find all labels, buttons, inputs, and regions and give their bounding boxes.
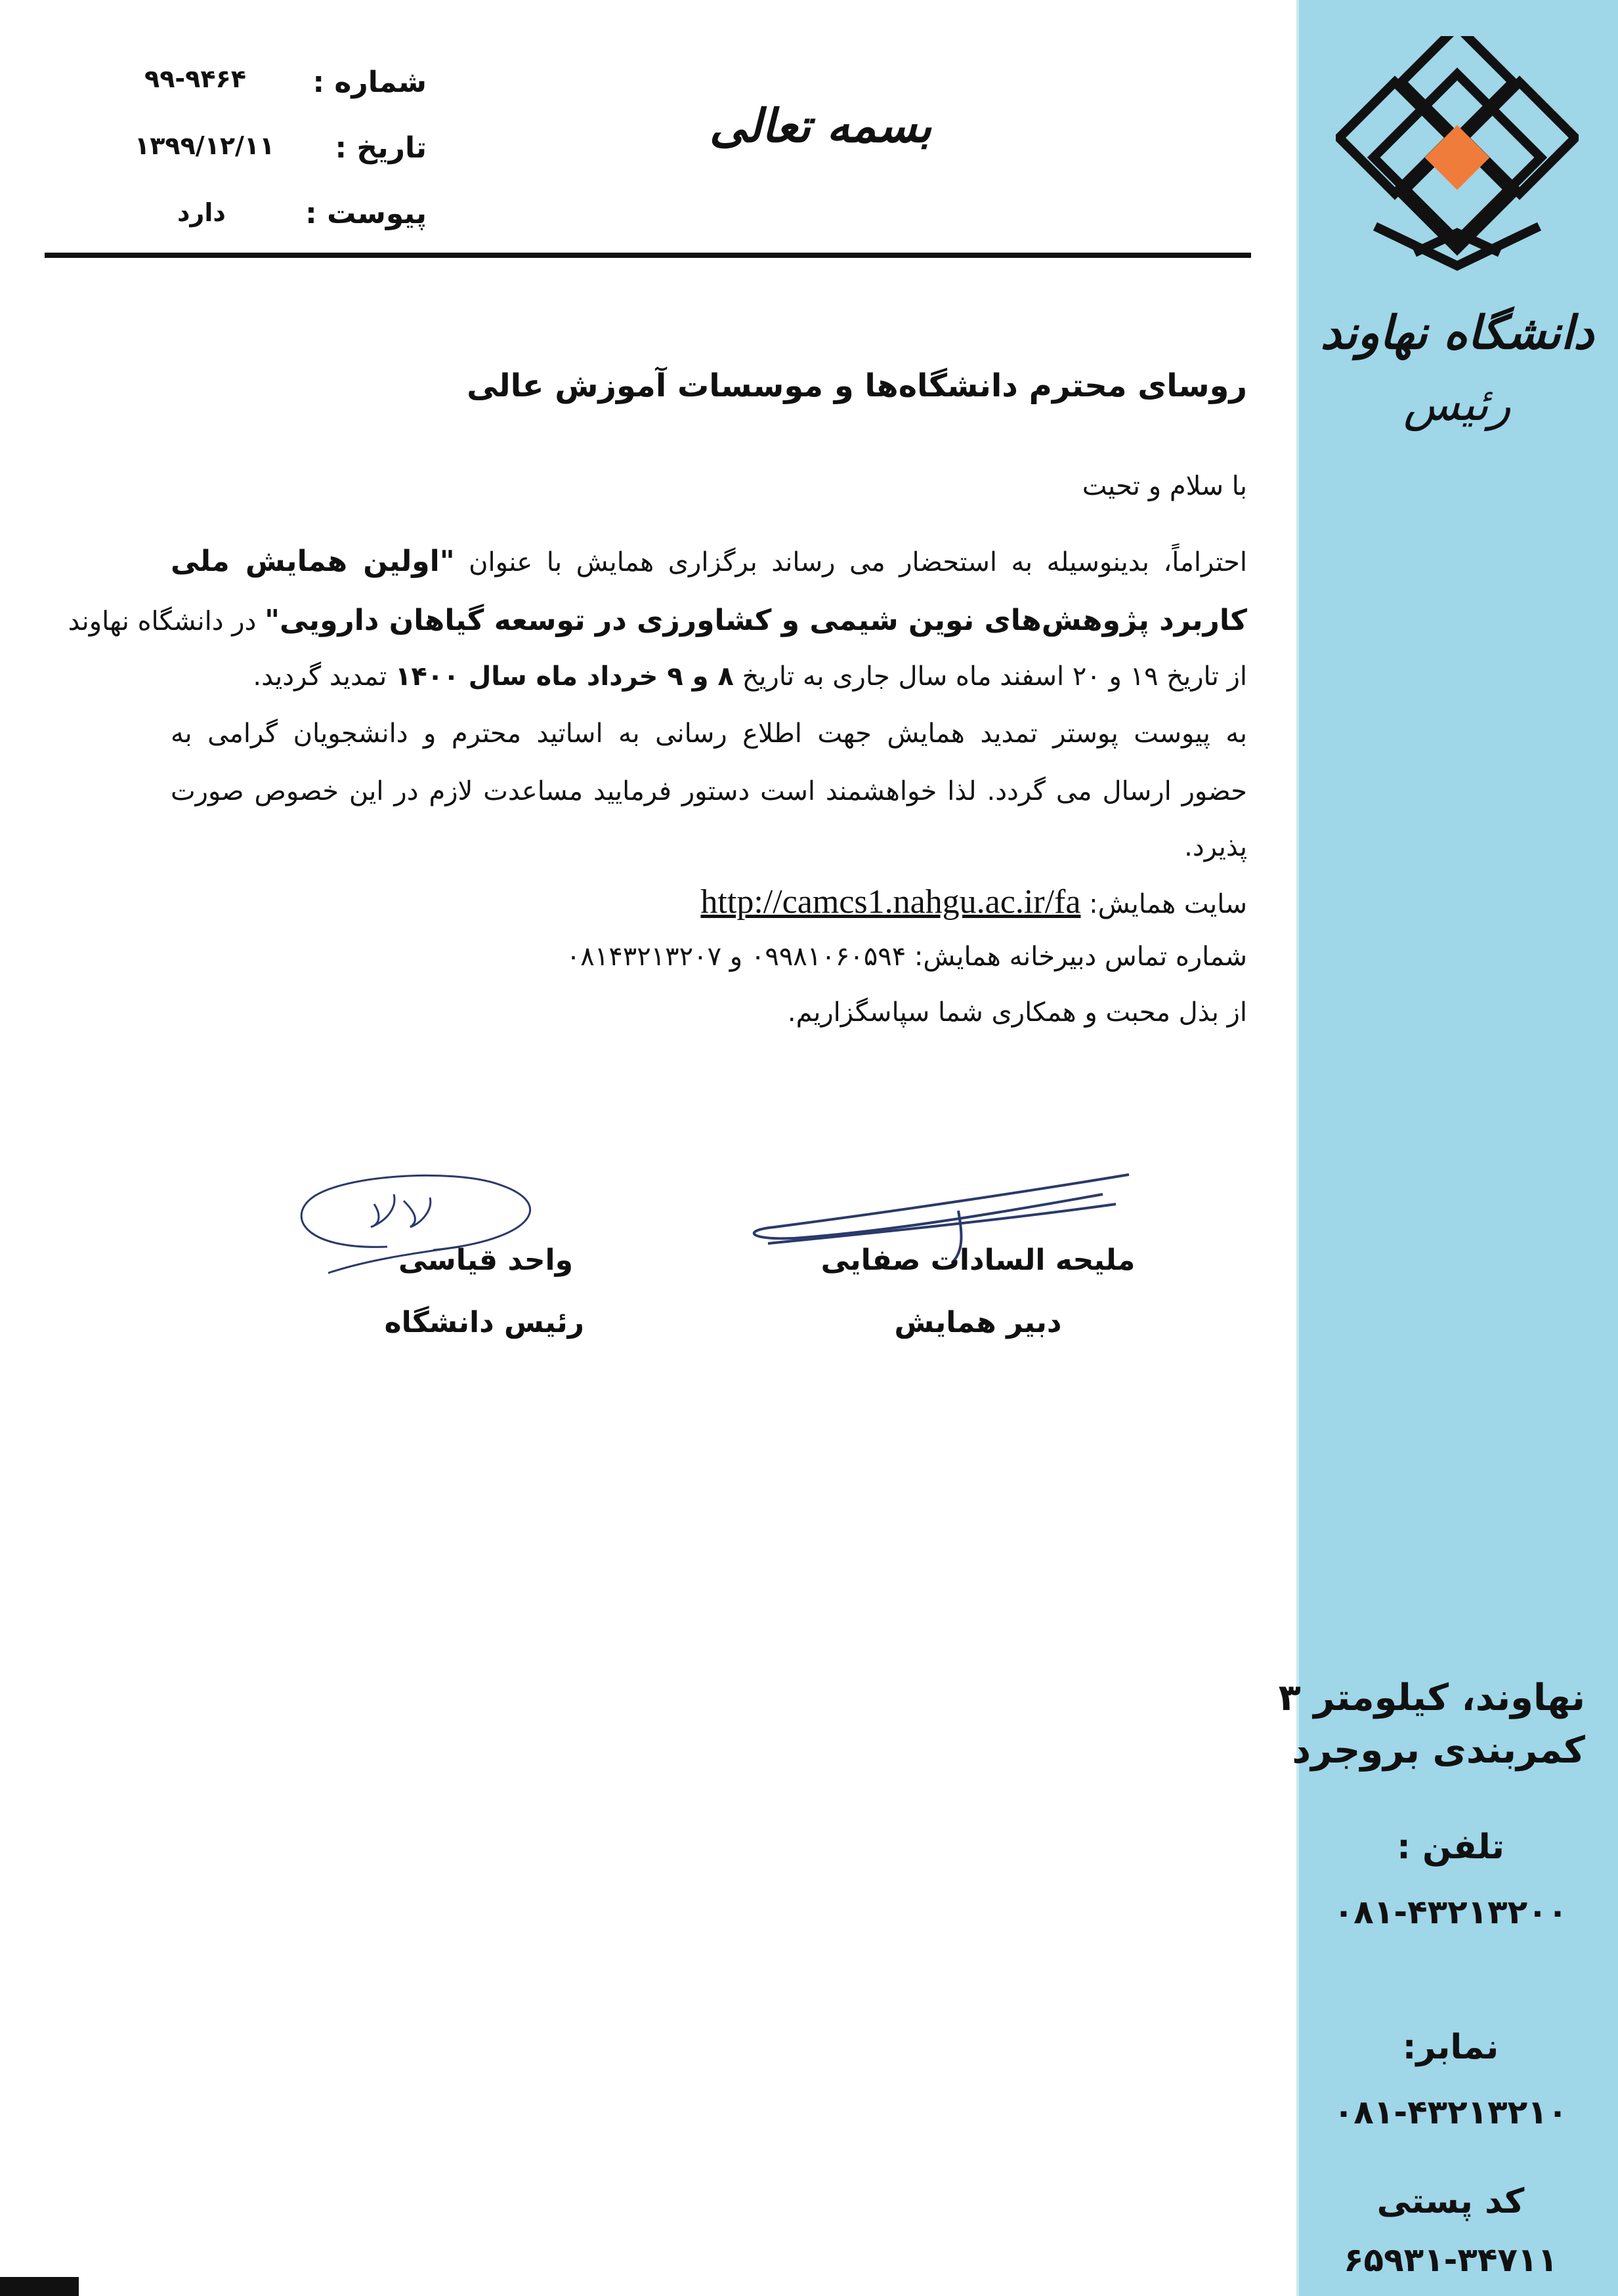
paragraph-2-line-2: حضور ارسال می گردد. لذا خواهشمند است دستور فرمایید مساعدت لازم در این خصوص صورت — [171, 776, 1247, 806]
date-label: تاریخ : — [335, 131, 427, 165]
right-signatory-title: دبیر همایش — [894, 1306, 1062, 1339]
corner-watermark — [0, 2277, 79, 2296]
date-value: ۱۳۹۹/۱۲/۱۱ — [135, 131, 275, 160]
closing-line: از بذل محبت و همکاری شما سپاسگزاریم. — [787, 997, 1247, 1028]
attachment-value: دارد — [177, 198, 226, 227]
fax-label: نمابر: — [1402, 2028, 1499, 2067]
header-divider — [45, 253, 1251, 258]
fax-value: ۰۸۱-۴۳۲۱۳۲۱۰ — [1333, 2093, 1568, 2131]
phone-value: ۰۸۱-۴۳۲۱۳۲۰۰ — [1333, 1893, 1568, 1931]
contact-line: شماره تماس دبیرخانه همایش: ۰۹۹۸۱۰۶۰۵۹۴ و ۰۸۱۴۳۲۱۳۲۰۷ — [566, 942, 1247, 972]
address-line-1: نهاوند، کیلومتر ۳ — [1278, 1677, 1585, 1719]
recipient-line: روسای محترم دانشگاه‌ها و موسسات آموزش عالی — [467, 367, 1247, 404]
address-line-2: کمربندی بروجرد — [1292, 1729, 1585, 1772]
left-signatory-title: رئیس دانشگاه — [384, 1306, 584, 1339]
paragraph-1-line-3: از تاریخ ۱۹ و ۲۰ اسفند ماه سال جاری به تاریخ ۸ و ۹ خرداد ماه سال ۱۴۰۰ تمدید گردید. — [253, 661, 1247, 692]
right-signatory-name: ملیحه السادات صفایی — [820, 1243, 1136, 1277]
university-logo-icon — [1336, 36, 1579, 279]
greeting-line: با سلام و تحیت — [1082, 471, 1247, 501]
postal-code-label: کد پستی — [1376, 2182, 1525, 2221]
number-value: ۹۹-۹۴۶۴ — [144, 64, 246, 93]
phone-label: تلفن : — [1397, 1827, 1504, 1867]
paragraph-2-line-1: به پیوست پوستر تمدید همایش جهت اطلاع رسانی به اساتید محترم و دانشجویان گرامی به — [171, 719, 1247, 749]
university-name: دانشگاه نهاوند — [1320, 305, 1594, 360]
paragraph-1-line-2: کاربرد پژوهش‌های نوین شیمی و کشاورزی در توسعه گیاهان دارویی" در دانشگاه نهاوند — [68, 604, 1247, 637]
postal-code-value: ۶۵۹۳۱-۳۴۷۱۱ — [1344, 2241, 1558, 2279]
number-label: شماره : — [312, 66, 427, 99]
website-line: سایت همایش: http://camcs1.nahgu.ac.ir/fa — [700, 883, 1247, 921]
paragraph-2-line-3: پذیرد. — [1184, 832, 1247, 862]
attachment-label: پیوست : — [305, 197, 427, 230]
website-link[interactable]: http://camcs1.nahgu.ac.ir/fa — [700, 883, 1081, 921]
left-signatory-name: واحد قیاسی — [398, 1243, 573, 1277]
university-role: رئیس — [1403, 377, 1511, 431]
paragraph-1-line-1: احتراماً، بدینوسیله به استحضار می رساند برگزاری همایش با عنوان "اولین همایش ملی — [171, 545, 1247, 578]
bismillah-heading: بسمه تعالی — [709, 98, 932, 153]
